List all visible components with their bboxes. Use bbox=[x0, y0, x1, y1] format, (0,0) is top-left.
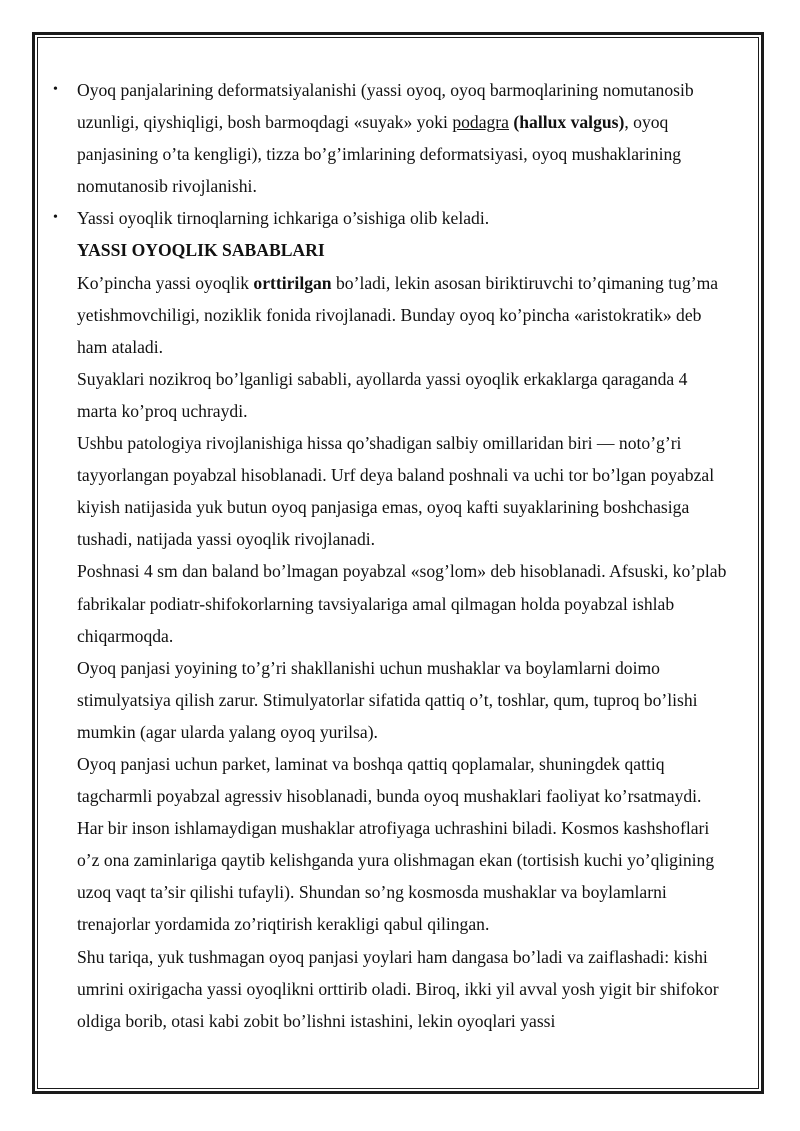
section-heading: YASSI OYOQLIK SABABLARI bbox=[77, 240, 325, 261]
bullet-item-deformations bbox=[53, 74, 727, 202]
bullet-dot: • bbox=[53, 82, 58, 97]
bullet-text-part1: Oyoq panjalarining deformatsiyalanishi (yassi oyoq, oyoq barmoqlarining nomutanosib uzunligi, qiyshiqligi, bosh barmoqdagi «suyak» yoki bbox=[77, 80, 694, 133]
bullet-dot: • bbox=[53, 210, 58, 226]
bullet-text: Yassi oyoqlik tirnoqlarning ichkariga o’sishiga olib keladi. bbox=[77, 208, 490, 229]
bullet-item-ingrown-nails bbox=[53, 202, 727, 234]
paragraph-stimulation: Oyoq panjasi yoyining to’g’ri shakllanishi uchun mushaklar va boylamlarni doimo stimulyatsiya qilish zarur. Stimulyatorlar sifatida qattiq o’t, toshlar, qum, tuproq bo’lishi mumkin (agar ularda yalang oyoq yurilsa). bbox=[77, 657, 698, 742]
paragraph-women: Suyaklari nozikroq bo’lganligi sababli, ayollarda yassi oyoqlik erkaklarga qaraganda 4 marta ko’proq uchraydi. bbox=[77, 368, 688, 421]
acquired-term: orttirilgan bbox=[253, 272, 332, 293]
hallux-valgus-term: (hallux valgus) bbox=[513, 112, 625, 133]
paragraph-text-part1: Ko’pincha yassi oyoqlik bbox=[77, 272, 254, 293]
document-body bbox=[53, 74, 727, 1037]
paragraph-lazy-arches: Shu tariqa, yuk tushmagan oyoq panjasi yoylari ham dangasa bo’ladi va zaiflashadi: kishi umrini oxirigacha yassi oyoqlikni orttirib oladi. Biroq, ikki yil avval yosh yigit bir shifokor oldiga borib, otasi kabi zobit bo’lishni istashini, lekin oyoqlari yassi bbox=[77, 946, 719, 1031]
bullet-text-part3: , oyoq panjasining o’ta kengligi), tizza bo’g’imlarining deformatsiyasi, oyoq mushaklarining nomutanosib rivojlanishi. bbox=[77, 112, 682, 197]
paragraph-text-part2: bo’ladi, lekin asosan biriktiruvchi to’qimaning tug’ma yetishmovchiligi, noziklik fonida rivojlanadi. Bunday oyoq ko’pincha «aristokratik» deb ham ataladi. bbox=[77, 272, 719, 357]
podagra-link[interactable]: podagra bbox=[452, 112, 509, 133]
paragraph-heel-height: Poshnasi 4 sm dan baland bo’lmagan poyabzal «sog’lom» deb hisoblanadi. Afsuski, ko’plab fabrikalar podiatr-shifokorlarning tavsiyalariga amal qilmagan holda poyabzal ishlab chiqarmoqda. bbox=[77, 561, 727, 646]
paragraph-footwear: Ushbu patologiya rivojlanishiga hissa qo’shadigan salbiy omillaridan biri — noto’g’ri tayyorlangan poyabzal hisoblanadi. Urf deya baland poshnali va uchi tor bo’lgan poyabzal kiyish natijasida yuk butun oyoq panjasiga emas, oyoq kafti suyaklarining boshchasiga tushadi, natijada yassi oyoqlik rivojlanadi. bbox=[77, 433, 715, 550]
paragraph-acquired bbox=[77, 267, 727, 363]
paragraph-hard-surfaces: Oyoq panjasi uchun parket, laminat va boshqa qattiq qoplamalar, shuningdek qattiq tagcharmli poyabzal agressiv hisoblanadi, bunda oyoq mushaklari faoliyat ko’rsatmaydi. Har bir inson ishlamaydigan mushaklar atrofiyaga uchrashini biladi. Kosmos kashshoflari o’z ona zaminlariga qaytib kelishganda yura olishmagan ekan (tortisish kuchi yo’qligining uzoq vaqt ta’sir qilishi tufayli). Shundan so’ng kosmosda mushaklar va boylamlarni trenajorlar yordamida zo’riqtirish kerakligi qabul qilingan. bbox=[77, 753, 715, 935]
